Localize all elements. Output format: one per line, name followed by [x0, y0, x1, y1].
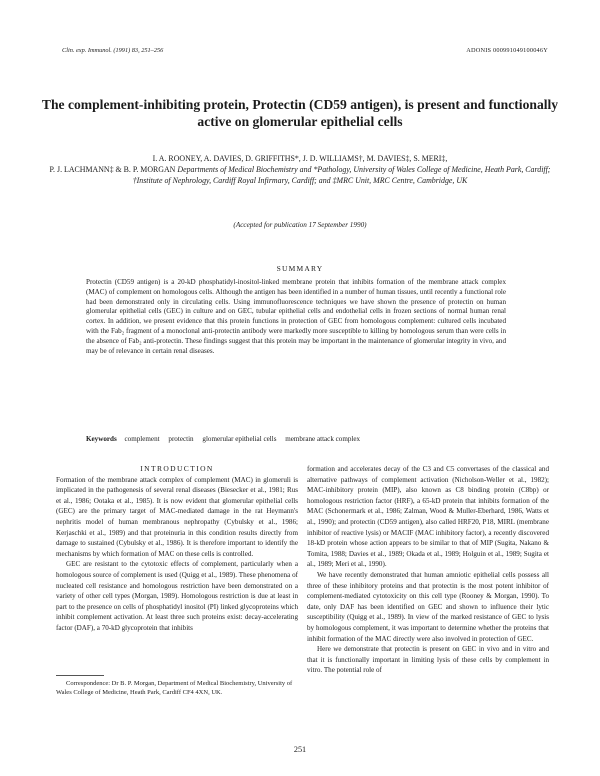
intro-paragraph: We have recently demonstrated that human amniotic epithelial cells possess all three of these inhibitory proteins and that protectin is the most potent inhibitor of complement-mediated cytotoxicity on this cell type (Rooney & Morgan, 1990). To date, only DAF has been identified on GEC and shown to influence their lytic susceptibility (Quigg et al., 1989). In view of the marked resistance of GEC to lysis by homologous complement, it was important to determine whether the proteins that inhibit formation of the MAC directly were also involved in protection of GEC.: [307, 570, 549, 643]
summary-text: Protectin (CD59 antigen) is a 20-kD phosphatidyl-inositol-linked membrane protein that inhibits formation of the membrane attack complex (MAC) of complement on homologous cells. Although the antigen has been identified in a number of human tissues, until recently a functional role had been demonstrated only in circulating cells. Using immunofluorescence techniques we have shown the presence of protectin on human glomerular epithelial cells (GEC) in culture and on GEC, tubular epithelial cells and endothelial cells in frozen sections of normal human renal cortex. In addition, we present evidence that this protein functions in protection of GEC from homologous complement: cultured cells incubated with the Fab₂ fragment of a monoclonal anti-protectin antibody were markedly more susceptible to killing by homologous serum than were cells in the absence of Fab₂ anti-protectin. These findings suggest that this protein may be important in the maintenance of glomerular integrity in vivo, and may be of relevance in certain renal diseases.: [86, 278, 506, 355]
keyword-item: protectin: [168, 435, 194, 443]
correspondence-footnote: Correspondence: Dr B. P. Morgan, Department of Medical Biochemistry, University of Wales College of Medicine, Heath Park, Cardiff CF4 4XN, UK.: [56, 680, 293, 696]
author-affiliations: Departments of Medical Biochemistry and *Pathology, University of Wales College of Medicine, Heath Park, Cardiff; †Institute of Nephrology, Cardiff Royal Infirmary, Cardiff; and ‡MRC Unit, MRC Centre, Cambridge, UK: [132, 165, 551, 185]
keywords-line: [86, 435, 526, 443]
keyword-item: complement: [124, 435, 160, 443]
keyword-item: membrane attack complex: [285, 435, 361, 443]
intro-paragraph: Formation of the membrane attack complex of complement (MAC) in glomeruli is implicated in the pathogenesis of several renal diseases (Biesecker et al., 1981; Rus et al., 1986; Ootaka et al., 1985). It is now evident that glomerular epithelial cells (GEC) are the primary target of MAC-mediated damage in the rat Heymann's nephritis model of human membranous nephropathy (Cybulsky et al., 1986; Kerjaschki et al., 1989) and that proteinuria in this condition results directly from damage to sustained (Cybulsky et al., 1986). It is therefore important to identify the mechanisms by which formation of MAC on these cells is controlled.: [56, 475, 298, 558]
keyword-item: glomerular epithelial cells: [202, 435, 277, 443]
accepted-date: (Accepted for publication 17 September 1990): [233, 221, 367, 229]
author-block: [40, 153, 560, 186]
article-code: ADONIS 000991049100046Y: [466, 47, 548, 54]
left-column: [56, 464, 298, 634]
article-title: The complement-inhibiting protein, Protectin (CD59 antigen), is present and functionally active on glomerular epithelial cells: [41, 97, 559, 129]
journal-citation: Clin. exp. Immunol. (1991) 83, 251–256: [62, 47, 164, 54]
keywords-label: Keywords: [86, 435, 117, 443]
introduction-heading: INTRODUCTION: [140, 464, 214, 473]
summary-heading: SUMMARY: [276, 264, 324, 273]
intro-paragraph: GEC are resistant to the cytotoxic effects of complement, particularly when a homologous source of complement is used (Quigg et al., 1989). These phenomena of nucleated cell resistance and homologous restriction have been demonstrated on a variety of other cell types (Morgan, 1989). Homologous restriction is due at least in part to the presence on cells of phosphatidyl inositol (PI) linked glycoproteins which inhibit complement activation. At least three such proteins exist: decay-accelerating factor (DAF), a 70-kD glycoprotein that inhibits: [56, 560, 298, 632]
page-number: 251: [293, 745, 307, 754]
intro-paragraph: Here we demonstrate that protectin is present on GEC in vivo and in vitro and that it is functionally important in limiting lysis of these cells by complement in vitro. The potential role of: [307, 645, 549, 675]
intro-paragraph: formation and accelerates decay of the C3 and C5 convertases of the classical and alternative pathways of complement activation (Nicholson-Weller et al., 1982); MAC-inhibitory protein (MIP), also known as C8 binding protein (C8bp) or homologous restriction factor (HRF), a 65-kD protein that inhibits formation of the MAC (Schonermark et al., 1986; Zalman, Wood & Muller-Eberhard, 1986, Watts et al., 1990); and protectin (CD59 antigen), also called HRF20, P18, MIRL (membrane inhibitor of reactive lysis) or MACIF (MAC inhibitory factor), a recently discovered 18-kD protein whose action appears to be similar to that of MIP (Sugita, Nakano & Tomita, 1988; Davies et al., 1989; Okada et al., 1989; Holguin et al., 1989; Sugita et al., 1989; Meri et al., 1990).: [307, 465, 549, 569]
right-column: [307, 464, 549, 676]
author-names-line1: I. A. ROONEY, A. DAVIES, D. GRIFFITHS*, J. D. WILLIAMS†, M. DAVIES‡, S. MERI‡,: [152, 154, 448, 163]
footnote-rule: [56, 675, 104, 676]
author-names-line2: P. J. LACHMANN‡ & B. P. MORGAN: [49, 165, 176, 174]
